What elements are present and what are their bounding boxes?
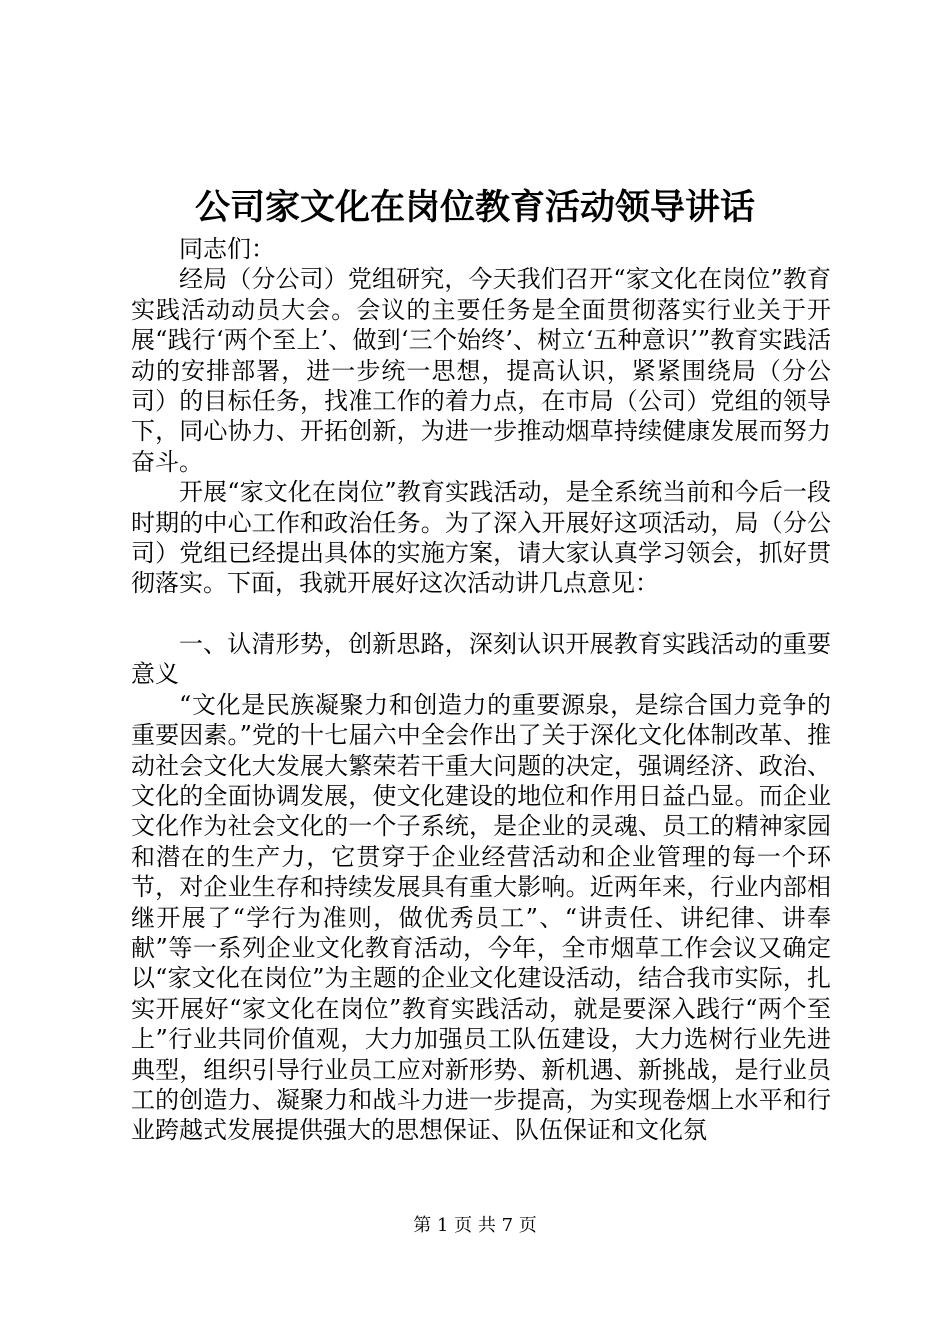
section-heading: 一、认清形势，创新思路，深刻认识开展教育实践活动的重要意义 — [131, 629, 831, 689]
paragraph-activity: 开展“家文化在岗位”教育实践活动，是全系统当前和今后一段时期的中心工作和政治任务。为了深入开展好这项活动，局（分公司）党组已经提出具体的实施方案，请大家认真学习领会，抓好贯彻落实。下面，我就开展好这次活动讲几点意见： — [131, 478, 831, 598]
document-title: 公司家文化在岗位教育活动领导讲话 — [194, 187, 755, 228]
section-paragraph: “文化是民族凝聚力和创造力的重要源泉，是综合国力竞争的重要因素。”党的十七届六中全会作出了关于深化文化体制改革、推动社会文化大发展大繁荣若干重大问题的决定，强调经济、政治、文化的全面协调发展，使文化建设的地位和作用日益凸显。而企业文化作为社会文化的一个子系统，是企业的灵魂、员工的精神家园和潜在的生产力，它贯穿于企业经营活动和企业管理的每一个环节，对企业生存和持续发展具有重大影响。近两年来，行业内部相继开展了“学行为准则，做优秀员工”、“讲责任、讲纪律、讲奉献”等一系列企业文化教育活动，今年，全市烟草工作会议又确定以“家文化在岗位”为主题的企业文化建设活动，结合我市实际，扎实开展好“家文化在岗位”教育实践活动，就是要深入践行“两个至上”行业共同价值观，大力加强员工队伍建设，大力选树行业先进典型，组织引导行业员工应对新形势、新机遇、新挑战，是行业员工的创造力、凝聚力和战斗力进一步提高，为实现卷烟上水平和行业跨越式发展提供强大的思想保证、队伍保证和文化氛 — [131, 690, 831, 1145]
salutation: 同志们： — [179, 235, 275, 263]
paragraph-gap — [131, 599, 831, 629]
document-body — [131, 234, 831, 1146]
paragraph-intro: 经局（分公司）党组研究，今天我们召开“家文化在岗位”教育实践活动动员大会。会议的主要任务是全面贯彻落实行业关于开展“践行‘两个至上’、做到‘三个始终’、树立‘五种意识’”教育实践活动的安排部署，进一步统一思想，提高认识，紧紧围绕局（分公司）的目标任务，找准工作的着力点，在市局（公司）党组的领导下，同心协力、开拓创新，为进一步推动烟草持续健康发展而努力奋斗。 — [131, 265, 831, 476]
page-number-footer: 第 1 页 共 7 页 — [413, 1215, 537, 1236]
